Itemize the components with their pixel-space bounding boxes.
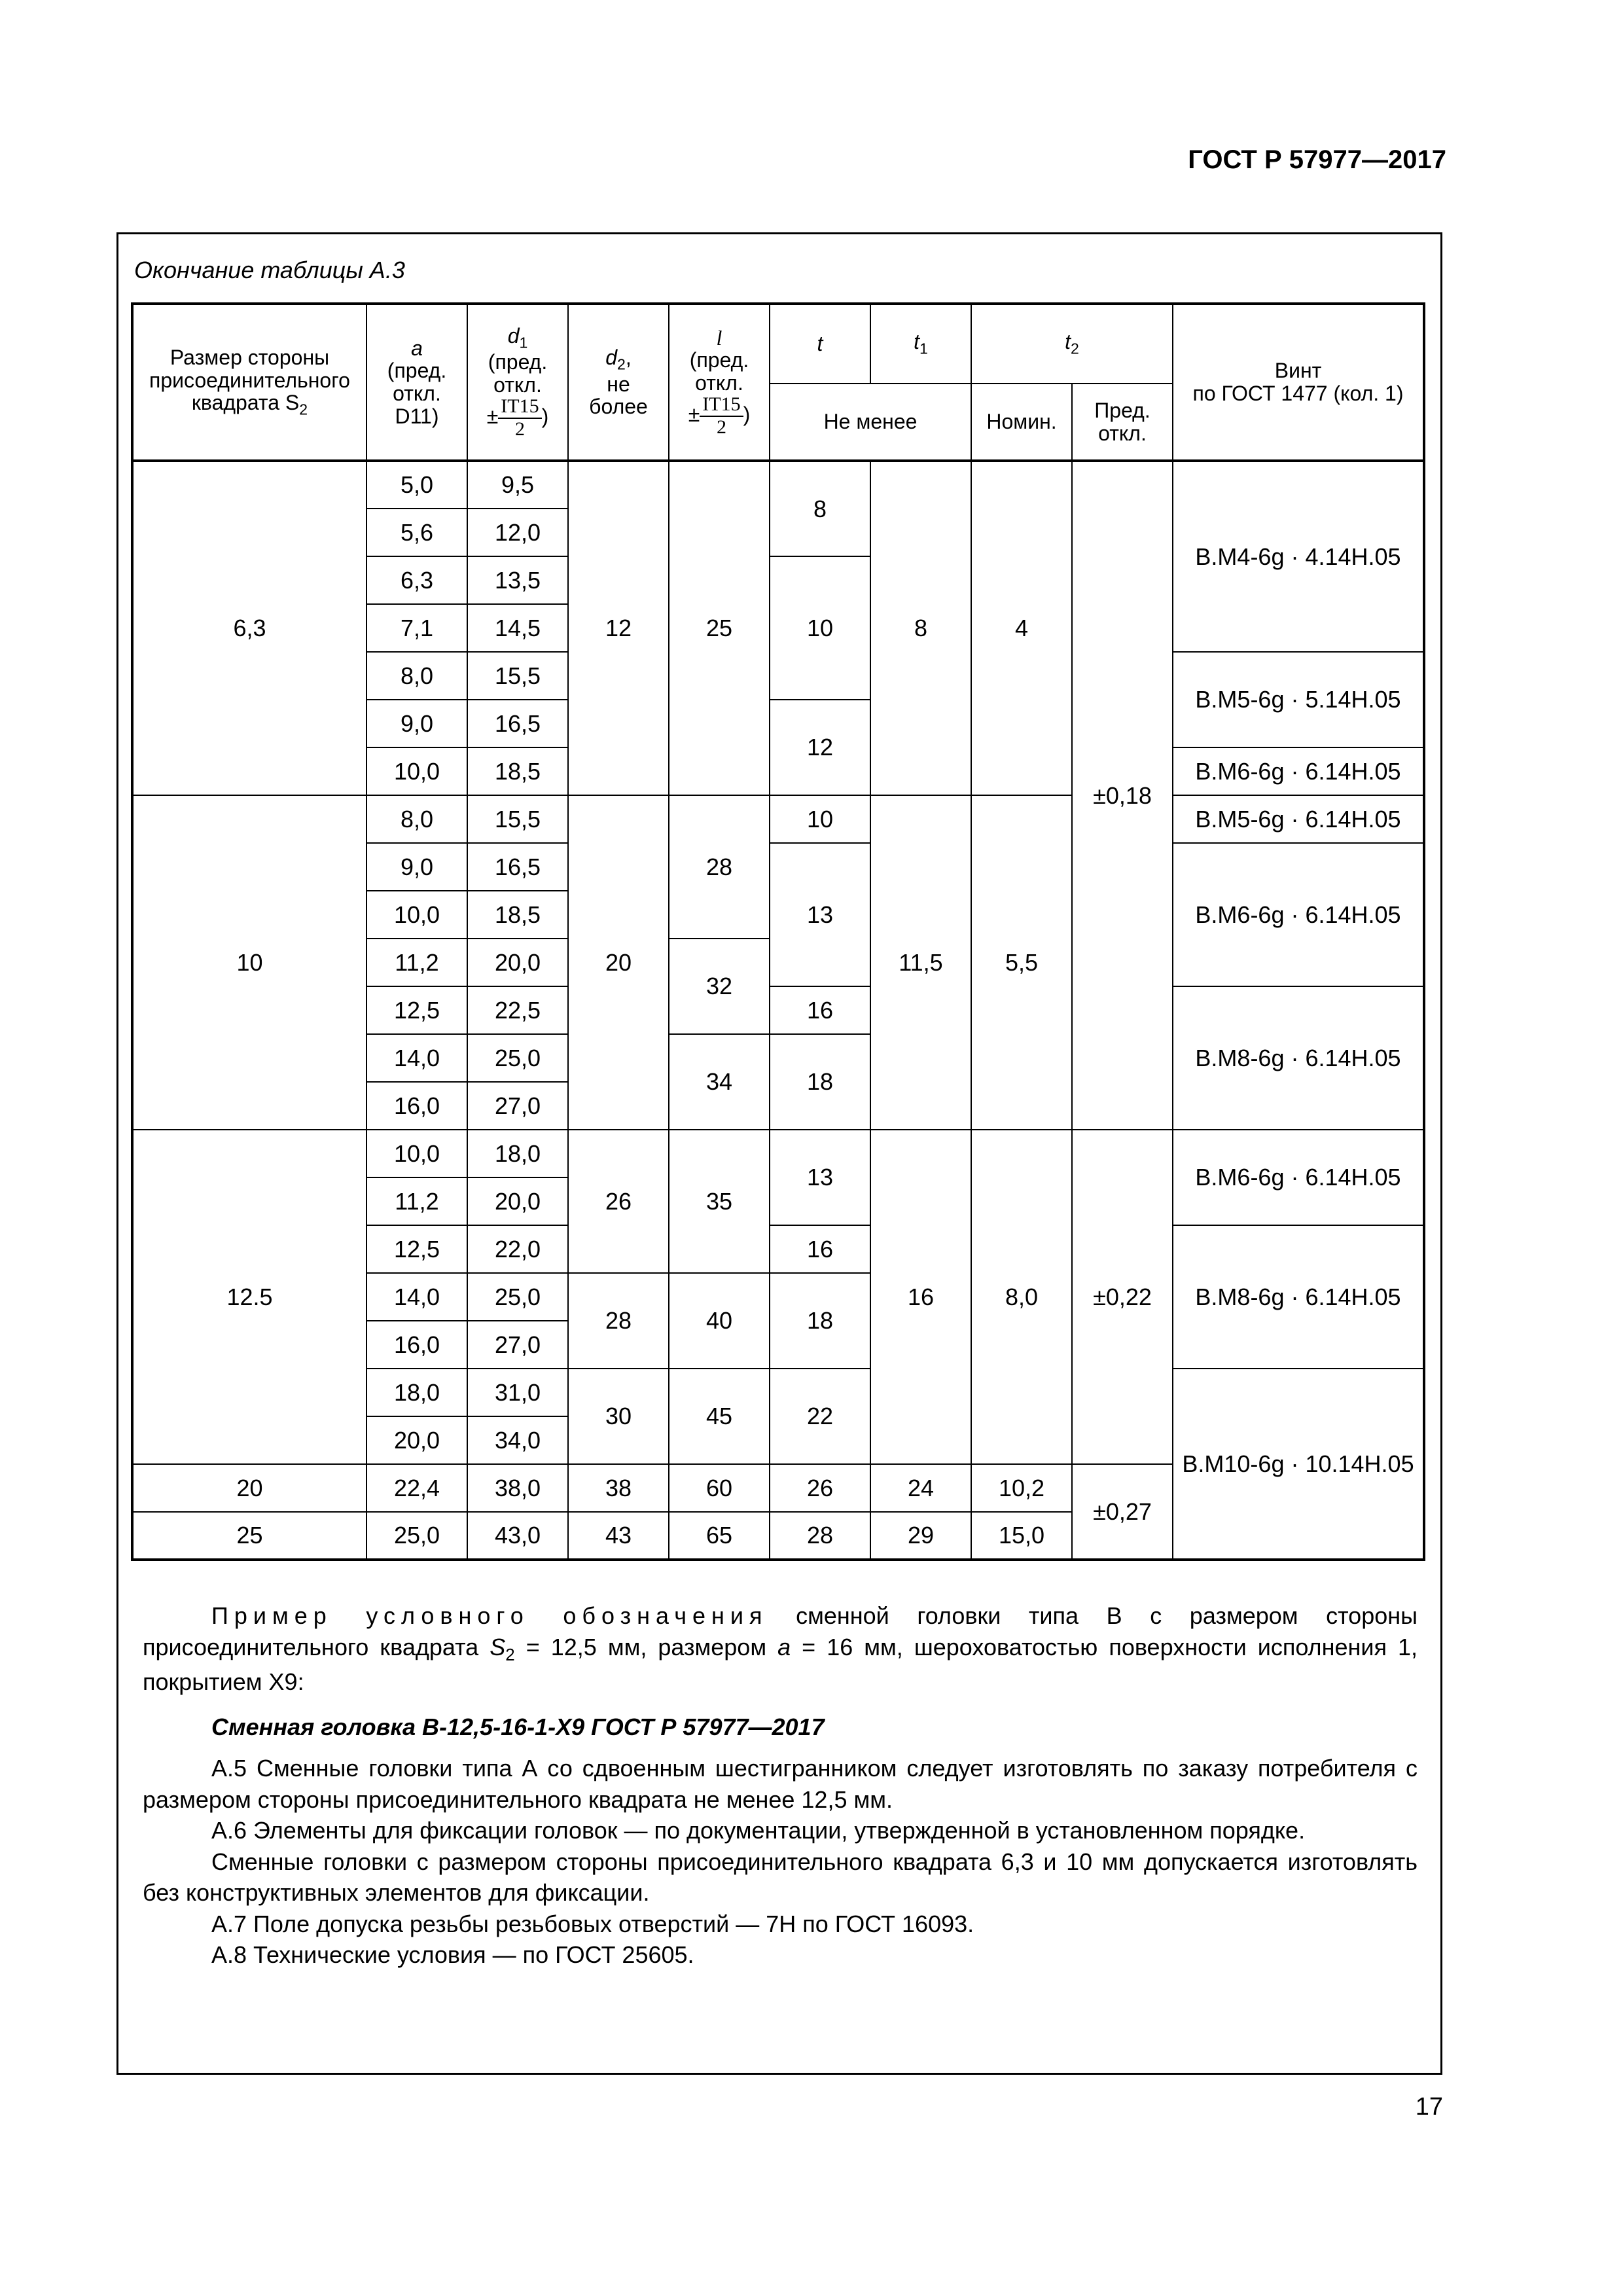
cell-vint: В.М6-6g · 6.14Н.05 (1173, 1130, 1424, 1225)
clause-a6: А.6 Элементы для фиксации головок — по документации, утвержденной в установленном порядке. (211, 1817, 1306, 1844)
cell-d1: 13,5 (467, 556, 568, 604)
cell-d2: 20 (568, 795, 669, 1130)
cell-a: 14,0 (366, 1034, 467, 1082)
cell-s2: 12.5 (132, 1130, 366, 1464)
cell-d1: 25,0 (467, 1034, 568, 1082)
header-not-less: Не менее (770, 384, 971, 461)
cell-t: 26 (770, 1464, 870, 1512)
cell-a: 10,0 (366, 891, 467, 939)
header-nomin: Номин. (971, 384, 1072, 461)
cell-d1: 27,0 (467, 1321, 568, 1369)
header-d1-fraction: $\frac{IT15}{2}$ (498, 396, 541, 440)
cell-d2: 26 (568, 1130, 669, 1273)
example-designation: Сменная головка В-12,5-16-1-Х9 ГОСТ Р 57977—2017 (211, 1713, 825, 1741)
clauses-block (143, 1753, 1418, 1971)
header-d1: $d_1$ (пред. откл. ± $\frac{IT15}{2}$ ) (467, 304, 568, 461)
example-paragraph: Пример условного обозначения сменной головки типа В с размером стороны присоединительного квадрата $S_2 = 12,5$ мм, размером a = 16 мм, шероховатостью поверхности исполнения 1, покрытием Х9: (143, 1602, 1418, 1695)
cell-d1: 31,0 (467, 1369, 568, 1416)
cell-a: 18,0 (366, 1369, 467, 1416)
cell-d1: 20,0 (467, 1177, 568, 1225)
cell-t2-nom: 8,0 (971, 1130, 1072, 1464)
cell-d2: 38 (568, 1464, 669, 1512)
cell-a: 11,2 (366, 939, 467, 986)
document-number: ГОСТ Р 57977—2017 (1188, 145, 1446, 174)
cell-l: 28 (669, 795, 770, 939)
header-a: a (пред. откл. D11) (366, 304, 467, 461)
clause-a8: А.8 Технические условия — по ГОСТ 25605. (211, 1941, 694, 1969)
example-block (143, 1600, 1418, 1743)
cell-t: 10 (770, 795, 870, 843)
cell-l: 65 (669, 1512, 770, 1560)
cell-d2: 30 (568, 1369, 669, 1464)
cell-d1: 27,0 (467, 1082, 568, 1130)
cell-vint: В.М5-6g · 6.14Н.05 (1173, 795, 1424, 843)
cell-d1: 22,0 (467, 1225, 568, 1273)
header-t2: $t_2$ (971, 304, 1173, 384)
cell-l: 60 (669, 1464, 770, 1512)
cell-t2-nom: 10,2 (971, 1464, 1072, 1512)
header-pred-otkl: Пред. откл. (1072, 384, 1173, 461)
page-number: 17 (1415, 2093, 1443, 2121)
cell-d1: 34,0 (467, 1416, 568, 1464)
cell-a: 6,3 (366, 556, 467, 604)
cell-d1: 38,0 (467, 1464, 568, 1512)
cell-a: 25,0 (366, 1512, 467, 1560)
cell-s2: 10 (132, 795, 366, 1130)
cell-l: 25 (669, 461, 770, 795)
cell-t2-nom: 15,0 (971, 1512, 1072, 1560)
cell-a: 16,0 (366, 1082, 467, 1130)
header-s2: Размер стороны присоединительного квадрата $S_2$ (132, 304, 366, 461)
clause-a6-note: Сменные головки с размером стороны присоединительного квадрата 6,3 и 10 мм допускается изготовлять без конструктивных элементов для фиксации. (143, 1848, 1418, 1907)
cell-d1: 9,5 (467, 461, 568, 509)
cell-vint: В.М5-6g · 5.14Н.05 (1173, 652, 1424, 747)
cell-t1: 16 (870, 1130, 971, 1464)
cell-vint: В.М10-6g · 10.14Н.05 (1173, 1369, 1424, 1560)
cell-d1: 14,5 (467, 604, 568, 652)
cell-t2-nom: 5,5 (971, 795, 1072, 1130)
cell-l: 40 (669, 1273, 770, 1369)
header-d2: $d_2$, не более (568, 304, 669, 461)
cell-t: 12 (770, 700, 870, 795)
cell-a: 7,1 (366, 604, 467, 652)
cell-a: 12,5 (366, 986, 467, 1034)
cell-a: 9,0 (366, 843, 467, 891)
clause-a7: А.7 Поле допуска резьбы резьбовых отверстий — 7Н по ГОСТ 16093. (211, 1910, 974, 1937)
cell-a: 9,0 (366, 700, 467, 747)
cell-t: 8 (770, 461, 870, 556)
cell-d1: 43,0 (467, 1512, 568, 1560)
cell-d1: 15,5 (467, 795, 568, 843)
header-t: t (770, 304, 870, 384)
cell-s2: 25 (132, 1512, 366, 1560)
cell-l: 34 (669, 1034, 770, 1130)
cell-l: 35 (669, 1130, 770, 1273)
cell-d1: 16,5 (467, 700, 568, 747)
cell-s2: 6,3 (132, 461, 366, 795)
cell-a: 8,0 (366, 652, 467, 700)
dimensions-table (131, 302, 1425, 1561)
cell-a: 14,0 (366, 1273, 467, 1321)
cell-d1: 18,5 (467, 891, 568, 939)
cell-vint: В.М8-6g · 6.14Н.05 (1173, 1225, 1424, 1369)
cell-t1: 24 (870, 1464, 971, 1512)
cell-t2-dev: ±0,18 (1072, 461, 1173, 1130)
cell-a: 12,5 (366, 1225, 467, 1273)
cell-d1: 16,5 (467, 843, 568, 891)
cell-t2-dev: ±0,27 (1072, 1464, 1173, 1560)
cell-t2-nom: 4 (971, 461, 1072, 795)
cell-a: 10,0 (366, 1130, 467, 1177)
cell-t2-dev: ±0,22 (1072, 1130, 1173, 1464)
table-row (132, 795, 1424, 843)
cell-vint: В.М8-6g · 6.14Н.05 (1173, 986, 1424, 1130)
cell-vint: В.М6-6g · 6.14Н.05 (1173, 747, 1424, 795)
cell-t: 10 (770, 556, 870, 700)
cell-t: 28 (770, 1512, 870, 1560)
header-l: l (пред. откл. ± $\frac{IT15}{2}$ ) (669, 304, 770, 461)
header-t1: $t_1$ (870, 304, 971, 384)
cell-t: 16 (770, 1225, 870, 1273)
cell-d1: 12,0 (467, 509, 568, 556)
cell-d1: 20,0 (467, 939, 568, 986)
cell-t: 22 (770, 1369, 870, 1464)
cell-a: 5,6 (366, 509, 467, 556)
header-vint: Винт по ГОСТ 1477 (кол. 1) (1173, 304, 1424, 461)
cell-t1: 11,5 (870, 795, 971, 1130)
cell-a: 8,0 (366, 795, 467, 843)
cell-d2: 12 (568, 461, 669, 795)
cell-l: 32 (669, 939, 770, 1034)
cell-d2: 28 (568, 1273, 669, 1369)
cell-s2: 20 (132, 1464, 366, 1512)
cell-t: 18 (770, 1273, 870, 1369)
cell-d1: 15,5 (467, 652, 568, 700)
table-caption: Окончание таблицы А.3 (134, 257, 405, 283)
header-l-fraction: $\frac{IT15}{2}$ (700, 394, 743, 438)
cell-d1: 22,5 (467, 986, 568, 1034)
cell-d1: 18,0 (467, 1130, 568, 1177)
cell-t1: 29 (870, 1512, 971, 1560)
cell-d1: 18,5 (467, 747, 568, 795)
cell-d2: 43 (568, 1512, 669, 1560)
cell-a: 20,0 (366, 1416, 467, 1464)
table-row (132, 461, 1424, 509)
cell-t: 13 (770, 1130, 870, 1225)
cell-vint: В.М4-6g · 4.14Н.05 (1173, 461, 1424, 652)
cell-t1: 8 (870, 461, 971, 795)
cell-a: 11,2 (366, 1177, 467, 1225)
cell-a: 5,0 (366, 461, 467, 509)
cell-a: 16,0 (366, 1321, 467, 1369)
cell-t: 18 (770, 1034, 870, 1130)
clause-a5: А.5 Сменные головки типа А со сдвоенным шестигранником следует изготовлять по заказу потребителя с размером стороны присоединительного квадрата не менее 12,5 мм. (143, 1755, 1418, 1813)
cell-t: 16 (770, 986, 870, 1034)
cell-t: 13 (770, 843, 870, 986)
cell-l: 45 (669, 1369, 770, 1464)
cell-vint: В.М6-6g · 6.14Н.05 (1173, 843, 1424, 986)
cell-a: 22,4 (366, 1464, 467, 1512)
table-row (132, 1130, 1424, 1177)
cell-d1: 25,0 (467, 1273, 568, 1321)
cell-a: 10,0 (366, 747, 467, 795)
